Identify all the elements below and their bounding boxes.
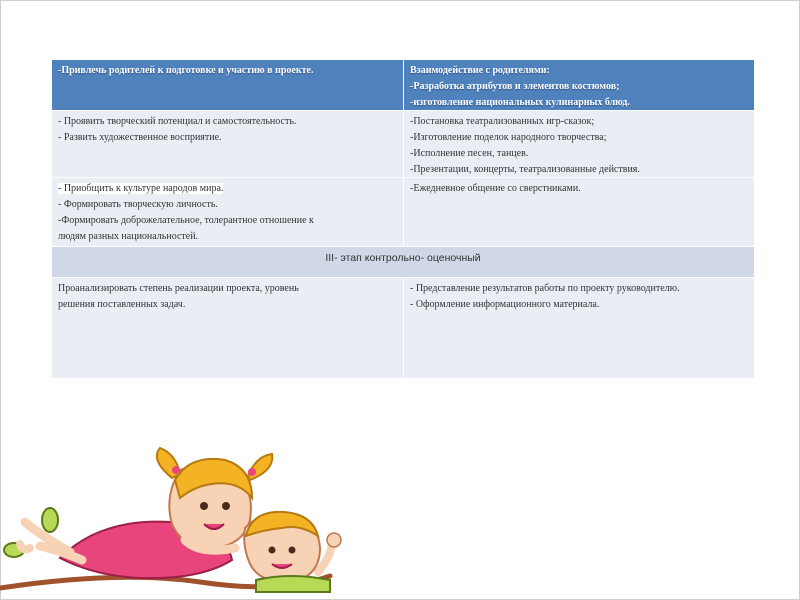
cell-goal-parents (52, 60, 404, 110)
cell-line: -Презентации, концерты, театрализованные действия. (410, 164, 640, 175)
cell-line: - Проявить творческий потенциал и самостоятельность. (58, 116, 297, 127)
cell-line: решения поставленных задач. (58, 299, 186, 310)
cell-line: -Ежедневное общение со сверстниками. (410, 183, 581, 194)
cell-daily-communication (404, 178, 754, 246)
children-illustration (0, 440, 400, 600)
cell-line: людям разных национальностей. (58, 231, 199, 242)
cell-line: -Разработка атрибутов и элементов костюмов; (410, 81, 620, 92)
cell-creative-goals (52, 111, 404, 177)
project-table (52, 60, 754, 379)
cell-line: -Формировать доброжелательное, толерантное отношение к (58, 215, 314, 226)
table-row (52, 278, 754, 379)
cell-line: -изготовление национальных кулинарных блюд. (410, 97, 630, 108)
cell-culture-goals (52, 178, 404, 246)
cell-line: - Развить художественное восприятие. (58, 132, 222, 143)
cell-analysis-goal (52, 278, 404, 378)
stage-title: III- этап контрольно- оценочный (52, 247, 754, 277)
cell-line: - Представление результатов работы по проекту руководителю. (410, 283, 680, 294)
cell-creative-activities (404, 111, 754, 177)
table-row-header (52, 60, 754, 111)
cell-line: -Исполнение песен, танцев. (410, 148, 529, 159)
cell-parents-interaction (404, 60, 754, 110)
cell-results-presentation (404, 278, 754, 378)
cell-line (58, 181, 399, 197)
cell-line: Проанализировать степень реализации проекта, уровень (58, 283, 299, 294)
cell-line: - Формировать творческую личность. (58, 199, 218, 210)
cell-line: -Привлечь родителей к подготовке и участию в проекте. (58, 65, 314, 76)
table-row (52, 178, 754, 247)
cell-line: -Изготовление поделок народного творчества; (410, 132, 607, 143)
cell-line: - Оформление информационного материала. (410, 299, 600, 310)
cell-line: Взаимодействие с родителями: (410, 65, 550, 76)
table-row-stage (52, 247, 754, 278)
cell-line: -Постановка театрализованных игр-сказок; (410, 116, 595, 127)
cell-line-highlight: - Приобщить к культуре народов мира. (58, 183, 224, 194)
table-row (52, 111, 754, 178)
